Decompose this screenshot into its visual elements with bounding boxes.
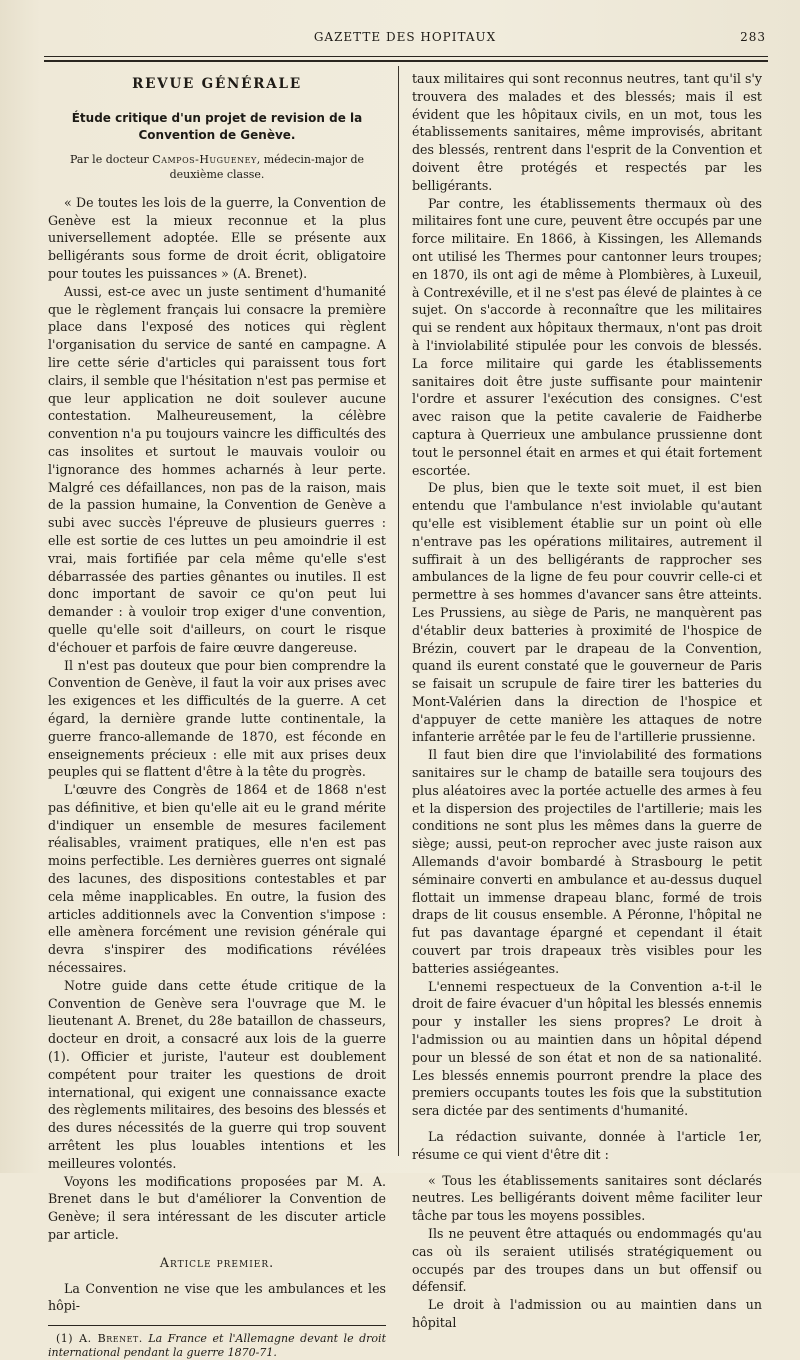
paragraph: L'œuvre des Congrès de 1864 et de 1868 n'est pas définitive, et bien qu'elle ait eu le grand mérite d'indiquer un ensemble de mesures facilement réalisables, vraiment pratiques, elle n'en est pas moins perfectible. Les dernières guerres ont signalé des lacunes, des dispositions contestables et par cela même inapplicables. En outre, la fusion des articles additionnels avec la Convention s'impose : elle amènera forcément une revision générale qui devra s'inspirer des modifications révélées nécessaires. bbox=[48, 782, 386, 976]
paragraph: Par contre, les établissements thermaux où des militaires font une cure, peuvent être occupés par une force militaire. En 1866, à Kissingen, les Allemands ont utilisé les Thermes pour cantonner leurs troupes; en 1870, ils ont agi de même à Plombières, à Luxeuil, à Contrexéville, et il ne s'est pas élevé de plaintes à ce sujet. On s'accorde à reconnaître que les militaires qui se rendent aux hôpitaux thermaux, n'ont pas droit à l'inviolabilité stipulée pour les convois de blessés. La force militaire qui garde les établissements sanitaires doit être juste suffisante pour maintenir l'ordre et assurer l'exécution des consignes. C'est avec raison que la petite cavalerie de Faidherbe captura à Querrieux une ambulance prussienne dont tout le personnel était en armes et qui était fortement escortée. bbox=[412, 195, 762, 478]
section-rubric: REVUE GÉNÉRALE bbox=[132, 76, 302, 92]
footnote-author: (1) A. Brenet. bbox=[56, 1332, 143, 1346]
article-heading: Article premier. bbox=[159, 1254, 275, 1270]
footnote-rule bbox=[48, 1325, 386, 1326]
paragraph: De plus, bien que le texte soit muet, il est bien entendu que l'ambulance n'est inviolable qu'autant qu'elle est visiblement établie sur un point où elle n'entrave pas les opérations militaires, autrement il suffirait à un des belligérants de rapprocher ses ambulances de la ligne de feu pour couvrir celle-ci et permettre à ses hommes d'avancer sans être atteints. Les Prussiens, au siège de Paris, ne manquèrent pas d'établir deux batteries à proximité de l'hospice de Brézin, couvert par le drapeau de la Convention, quand ils eurent constaté que le gouverneur de Paris se faisait un scrupule de faire tirer les batteries du Mont-Valérien dans la direction de l'hospice et d'appuyer de cette manière les attaques de notre infanterie arrêtée par le feu de l'artillerie prussienne. bbox=[412, 480, 762, 745]
paragraph: « De toutes les lois de la guerre, la Convention de Genève est la mieux reconnue et la plus universellement adoptée. Elle se présente aux belligérants sous forme de droit écrit, obligatoire pour toutes les puissances » (A. Brenet). bbox=[48, 194, 386, 281]
page-number: 283 bbox=[740, 30, 766, 44]
byline bbox=[58, 152, 376, 182]
paragraph: La rédaction suivante, donnée à l'article 1er, résume ce qui vient d'être dit : bbox=[412, 1129, 762, 1162]
paragraph: La Convention ne vise que les ambulances et les hôpi- bbox=[48, 1280, 386, 1314]
footnote-title: La France et l'Allemagne devant le droit international pendant la guerre 1870-71. bbox=[48, 1332, 386, 1360]
column-divider bbox=[398, 66, 399, 1156]
spacer bbox=[412, 1164, 762, 1172]
left-column bbox=[48, 70, 386, 1360]
header-rule bbox=[44, 56, 768, 57]
paragraph: Aussi, est-ce avec un juste sentiment d'humanité que le règlement français lui consacre la première place dans l'exposé des notices qui règlent l'organisation du service de santé en campagne. A lire cette série d'articles qui paraissent tous fort clairs, il semble que l'hésitation n'est pas permise et que leur application ne doit soulever aucune contestation. Malheureusement, la célèbre convention n'a pu toujours vaincre les difficultés des cas insolites et surtout le mauvais vouloir ou l'ignorance des hommes acharnés à leur perte. Malgré ces défaillances, non pas de la raison, mais de la passion humaine, la Convention de Genève a subi avec succès l'épreuve de plusieurs guerres : elle est sortie de ces luttes un peu amoindrie il est vrai, mais fortifiée par cela même qu'elle s'est débarrassée des parties gênantes ou inutiles. Il est donc important de savoir ce qu'on peut lui demander : à vouloir trop exiger d'une convention, quelle qu'elle soit d'ailleurs, on court le risque d'échouer et parfois de faire œuvre dangereuse. bbox=[48, 283, 386, 655]
header-rule-thick bbox=[44, 60, 768, 62]
paragraph: Voyons les modifications proposées par M. A. Brenet dans le but d'améliorer la Convention de Genève; il sera intéressant de les discuter article par article. bbox=[48, 1173, 386, 1243]
page-header bbox=[40, 30, 770, 50]
publication-title: GAZETTE DES HOPITAUX bbox=[313, 30, 497, 44]
paragraph: Il faut bien dire que l'inviolabilité des formations sanitaires sur le champ de bataille sera toujours des plus aléatoires avec la portée actuelle des armes à feu et la dispersion des projectiles de l'artillerie; mais les conditions ne sont plus les mêmes dans la guerre de siège; aussi, peut-on reprocher avec juste raison aux Allemands d'avoir bombardé à Strasbourg le petit séminaire converti en ambulance et au-dessus duquel flottait un immense drapeau blanc, formé de trois draps de lit cousus ensemble. A Péronne, l'hôpital ne fut pas davantage épargné et cependant il était couvert par trois drapeaux très visibles pour les batteries assiégeantes. bbox=[412, 747, 762, 976]
footnote bbox=[48, 1332, 386, 1360]
quoted-paragraph: Ils ne peuvent être attaqués ou endommagés qu'au cas où ils seraient utilisés stratégiquement ou occupés par des troupes dans un but offensif ou défensif. bbox=[412, 1226, 762, 1295]
byline-suffix: , médecin-major de deuxième classe. bbox=[169, 152, 365, 181]
article-title: Étude critique d'un projet de revision de la Convention de Genève. bbox=[71, 110, 363, 142]
quoted-paragraph: « Tous les établissements sanitaires sont déclarés neutres. Les belligérants doivent même faciliter leur tâche par tous les moyens possibles. bbox=[412, 1172, 762, 1224]
spacer bbox=[412, 1120, 762, 1128]
byline-author: Campos-Hugueney bbox=[152, 152, 257, 166]
paragraph: Notre guide dans cette étude critique de la Convention de Genève sera l'ouvrage que M. le lieutenant A. Brenet, du 28e bataillon de chasseurs, docteur en droit, a consacré aux lois de la guerre (1). Officier et juriste, l'auteur est doublement compétent pour traiter les questions de droit international, qui exigent une connaissance exacte des règlements militaires, des besoins des blessés et des dures nécessités de la guerre qui trop souvent arrêtent les plus louables intentions et les meilleures volontés. bbox=[48, 977, 386, 1171]
quoted-paragraph: Le droit à l'admission ou au maintien dans un hôpital bbox=[412, 1297, 762, 1330]
right-column bbox=[412, 70, 762, 1332]
paragraph: taux militaires qui sont reconnus neutres, tant qu'il s'y trouvera des malades et des blessés; mais il est évident que les hôpitaux civils, en un mot, tous les établissements sanitaires, même improvisés, abritant des blessés, rentrent dans l'esprit de la Convention et doivent être protégés et respectés par les belligérants. bbox=[412, 71, 762, 193]
paragraph: Il n'est pas douteux que pour bien comprendre la Convention de Genève, il faut la voir aux prises avec les exigences et les difficultés de la guerre. A cet égard, la dernière grande lutte continentale, la guerre franco-allemande de 1870, est féconde en enseignements précieux : elle mit aux prises deux peuples qui se flattent d'être à la tête du progrès. bbox=[48, 657, 386, 780]
byline-prefix: Par le docteur bbox=[69, 152, 149, 166]
paragraph: L'ennemi respectueux de la Convention a-t-il le droit de faire évacuer d'un hôpital les blessés ennemis pour y installer les siens propres? Le droit à l'admission ou au maintien dans un hôpital dépend pour un blessé de son état et non de sa nationalité. Les blessés ennemis pourront prendre la place des premiers occupants toutes les fois que la substitution sera dictée par des sentiments d'humanité. bbox=[412, 978, 762, 1119]
